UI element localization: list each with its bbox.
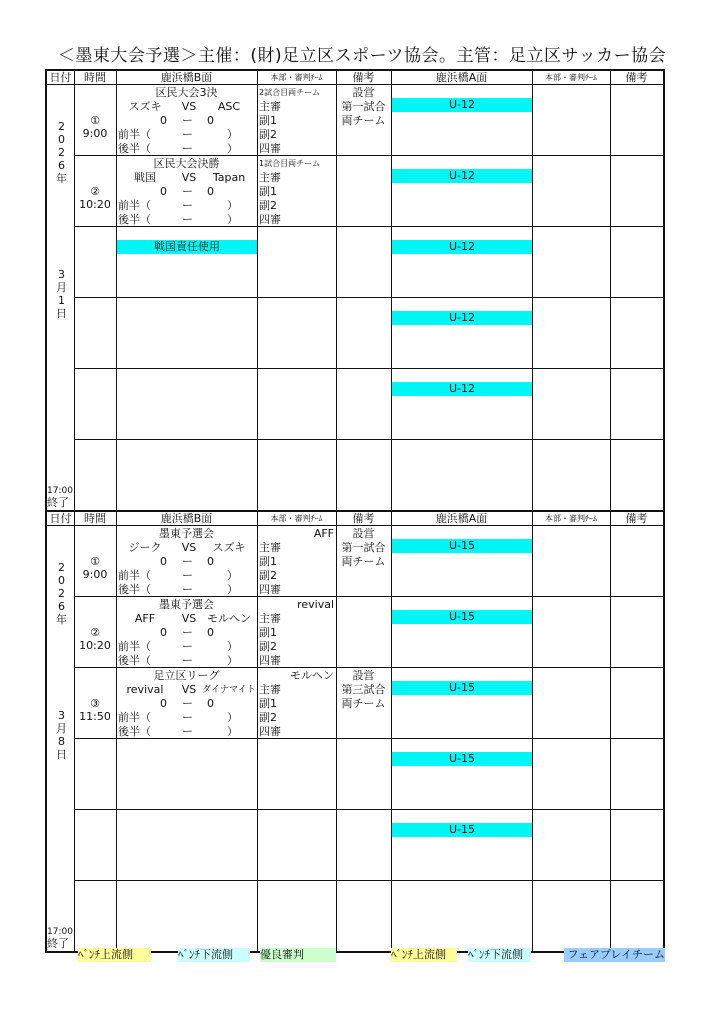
schedule-body xyxy=(47,85,663,510)
vs-label: VS xyxy=(181,683,197,696)
header-hq-referee-a: 本部・審判ﾁｰﾑ xyxy=(532,71,611,84)
vs-label: VS xyxy=(181,612,197,625)
match-number: ① xyxy=(90,555,100,568)
first-half-close: ） xyxy=(227,128,238,141)
field-a-category-bar: U-12 xyxy=(392,240,532,254)
home-team: ジーク xyxy=(128,541,162,554)
header-hq-referee-b: 本部・審判ﾁｰﾑ xyxy=(257,512,337,525)
note-text: 第一試合 xyxy=(341,100,386,113)
first-half-close: ） xyxy=(227,569,238,582)
assistant-referee-1-label: 副1 xyxy=(259,114,277,127)
legend-fair-play-team: フェアプレイチーム xyxy=(564,948,665,962)
score-away: 0 xyxy=(207,626,214,639)
column-header-row xyxy=(47,71,663,85)
referee-team: 1試合目両チーム xyxy=(259,159,321,168)
first-half-close: ） xyxy=(227,199,238,212)
header-time: 時間 xyxy=(74,71,117,84)
home-team: 戦国 xyxy=(134,171,156,184)
legend-bench-downstream-a: ﾍﾞﾝﾁ下流側 xyxy=(468,948,531,962)
date-md-char: 8 xyxy=(58,735,65,748)
first-half-dash: ー xyxy=(182,569,193,582)
date-md-char: 日 xyxy=(56,307,67,320)
header-hq-referee-b: 本部・審判ﾁｰﾑ xyxy=(257,71,337,84)
second-half-label: 後半（ xyxy=(118,213,151,226)
legend-bench-upstream-b: ﾍﾞﾝﾁ上流側 xyxy=(78,948,151,962)
header-notes-a: 備考 xyxy=(625,71,648,84)
field-a-category-bar: U-15 xyxy=(392,752,532,766)
fourth-official-label: 四審 xyxy=(259,213,281,226)
second-half-close: ） xyxy=(227,725,238,738)
second-half-close: ） xyxy=(227,142,238,155)
match-time: 11:50 xyxy=(79,710,111,723)
match-number: ③ xyxy=(90,697,100,710)
score-dash: ー xyxy=(182,697,193,710)
assistant-referee-2-label: 副2 xyxy=(259,711,277,724)
match-title: 墨東予選会 xyxy=(159,598,214,611)
vs-label: VS xyxy=(181,541,197,554)
page-title: ＜墨東大会予選＞主催：(財)足立区スポーツ協会。主管：足立区サッカー協会 xyxy=(57,46,667,66)
away-team: ASC xyxy=(217,100,241,113)
main-referee-label: 主審 xyxy=(259,171,281,184)
score-dash: ー xyxy=(182,185,193,198)
match-number: ② xyxy=(90,626,100,639)
header-date: 日付 xyxy=(47,512,75,525)
header-field-a: 鹿浜橋A面 xyxy=(391,71,533,84)
date-year-char: 0 xyxy=(58,133,65,146)
date-md-char: 月 xyxy=(56,722,67,735)
day-section xyxy=(45,69,665,512)
second-half-dash: ー xyxy=(182,213,193,226)
note-text: 設営 xyxy=(352,669,375,682)
end-time-value: 17:00 xyxy=(47,927,73,937)
date-year-char: 0 xyxy=(58,574,65,587)
header-hq-referee-a: 本部・審判ﾁｰﾑ xyxy=(532,512,611,525)
field-a-category-bar: U-12 xyxy=(392,169,532,183)
assistant-referee-1-label: 副1 xyxy=(259,626,277,639)
away-team: モルヘン xyxy=(207,612,251,625)
date-md-char: 月 xyxy=(56,281,67,294)
first-half-dash: ー xyxy=(182,711,193,724)
date-column xyxy=(47,85,76,510)
match-title: 足立区リーグ xyxy=(153,669,220,682)
vs-label: VS xyxy=(181,100,197,113)
time-slot-row xyxy=(74,440,663,511)
first-half-label: 前半（ xyxy=(118,128,151,141)
home-team: スズキ xyxy=(128,100,162,113)
date-year-char: 2 xyxy=(58,120,65,133)
first-half-dash: ー xyxy=(182,199,193,212)
second-half-dash: ー xyxy=(182,725,193,738)
date-month-day xyxy=(47,709,76,761)
second-half-dash: ー xyxy=(182,583,193,596)
header-field-b: 鹿浜橋B面 xyxy=(116,71,258,84)
note-text: 両チーム xyxy=(341,555,386,568)
header-time: 時間 xyxy=(74,512,117,525)
away-team: ダイナマイト xyxy=(202,685,256,695)
date-year-char: 年 xyxy=(56,172,67,185)
score-away: 0 xyxy=(207,555,214,568)
second-half-close: ） xyxy=(227,583,238,596)
header-notes-a: 備考 xyxy=(625,512,648,525)
time-slot-row xyxy=(74,739,663,810)
end-label: 終了 xyxy=(47,496,69,509)
header-field-a: 鹿浜橋A面 xyxy=(391,512,533,525)
time-slot-row xyxy=(74,369,663,440)
field-a-category-bar: U-15 xyxy=(392,610,532,624)
referee-team: 2試合目両チーム xyxy=(259,88,321,97)
note-text: 両チーム xyxy=(341,697,386,710)
score-home: 0 xyxy=(160,555,167,568)
date-year xyxy=(47,561,76,626)
second-half-dash: ー xyxy=(182,654,193,667)
field-a-category-bar: U-15 xyxy=(392,823,532,837)
date-year-char: 6 xyxy=(58,159,65,172)
vs-label: VS xyxy=(181,171,197,184)
away-team: Tapan xyxy=(212,171,246,184)
home-team: AFF xyxy=(134,612,156,625)
date-year xyxy=(47,120,76,185)
header-notes-b: 備考 xyxy=(336,71,392,84)
note-text: 設営 xyxy=(352,527,375,540)
time-slot-row xyxy=(74,227,663,298)
home-team: revival xyxy=(126,683,164,696)
score-home: 0 xyxy=(160,697,167,710)
note-text: 設営 xyxy=(352,86,375,99)
first-half-close: ） xyxy=(227,711,238,724)
assistant-referee-2-label: 副2 xyxy=(259,128,277,141)
second-half-close: ） xyxy=(227,654,238,667)
main-referee-label: 主審 xyxy=(259,683,281,696)
field-a-category-bar: U-15 xyxy=(392,681,532,695)
time-slot-row xyxy=(74,810,663,881)
first-half-label: 前半（ xyxy=(118,199,151,212)
first-half-label: 前半（ xyxy=(118,711,151,724)
legend-bench-upstream-a: ﾍﾞﾝﾁ上流側 xyxy=(391,948,457,962)
field-a-category-bar: U-12 xyxy=(392,98,532,112)
score-home: 0 xyxy=(160,626,167,639)
score-away: 0 xyxy=(207,185,214,198)
fourth-official-label: 四審 xyxy=(259,583,281,596)
assistant-referee-1-label: 副1 xyxy=(259,697,277,710)
first-half-dash: ー xyxy=(182,640,193,653)
fourth-official-label: 四審 xyxy=(259,654,281,667)
score-away: 0 xyxy=(207,114,214,127)
note-text: 両チーム xyxy=(341,114,386,127)
fourth-official-label: 四審 xyxy=(259,725,281,738)
column-header-row xyxy=(47,512,663,526)
time-slot-row xyxy=(74,298,663,369)
note-text: 第一試合 xyxy=(341,541,386,554)
second-half-label: 後半（ xyxy=(118,142,151,155)
date-year-char: 2 xyxy=(58,587,65,600)
score-dash: ー xyxy=(182,114,193,127)
date-md-char: 1 xyxy=(58,294,65,307)
first-half-close: ） xyxy=(227,640,238,653)
header-field-b: 鹿浜橋B面 xyxy=(116,512,258,525)
end-time xyxy=(47,485,76,509)
referee-team: AFF xyxy=(313,527,334,540)
date-year-char: 2 xyxy=(58,146,65,159)
assistant-referee-2-label: 副2 xyxy=(259,199,277,212)
away-team: スズキ xyxy=(212,541,246,554)
second-half-label: 後半（ xyxy=(118,654,151,667)
match-time: 9:00 xyxy=(82,127,108,140)
match-number: ① xyxy=(90,114,100,127)
second-half-label: 後半（ xyxy=(118,725,151,738)
first-half-dash: ー xyxy=(182,128,193,141)
field-a-category-bar: U-12 xyxy=(392,382,532,396)
score-dash: ー xyxy=(182,626,193,639)
score-away: 0 xyxy=(207,697,214,710)
date-month-day xyxy=(47,268,76,320)
date-year-char: 2 xyxy=(58,561,65,574)
match-title: 区民大会決勝 xyxy=(153,157,220,170)
score-home: 0 xyxy=(160,114,167,127)
date-year-char: 年 xyxy=(56,613,67,626)
end-time-value: 17:00 xyxy=(47,486,73,496)
match-title: 区民大会3決 xyxy=(155,86,218,99)
score-home: 0 xyxy=(160,185,167,198)
end-time xyxy=(47,926,76,950)
second-half-dash: ー xyxy=(182,142,193,155)
schedule-sheet xyxy=(45,69,665,953)
main-referee-label: 主審 xyxy=(259,612,281,625)
day-section xyxy=(45,512,665,953)
second-half-label: 後半（ xyxy=(118,583,151,596)
field-b-reservation-bar: 戦国責任使用 xyxy=(117,240,257,254)
first-half-label: 前半（ xyxy=(118,569,151,582)
match-time: 10:20 xyxy=(79,198,111,211)
legend-bench-downstream-b: ﾍﾞﾝﾁ下流側 xyxy=(178,948,250,962)
time-slot-row xyxy=(74,881,663,952)
first-half-label: 前半（ xyxy=(118,640,151,653)
assistant-referee-2-label: 副2 xyxy=(259,569,277,582)
schedule-body xyxy=(47,526,663,951)
date-md-char: 3 xyxy=(58,709,65,722)
second-half-close: ） xyxy=(227,213,238,226)
field-a-category-bar: U-12 xyxy=(392,311,532,325)
legend-good-referee: 優良審判 xyxy=(260,948,336,962)
main-referee-label: 主審 xyxy=(259,100,281,113)
date-md-char: 日 xyxy=(56,748,67,761)
header-notes-b: 備考 xyxy=(336,512,392,525)
header-date: 日付 xyxy=(47,71,75,84)
main-referee-label: 主審 xyxy=(259,541,281,554)
field-a-category-bar: U-15 xyxy=(392,539,532,553)
match-time: 9:00 xyxy=(82,568,108,581)
assistant-referee-2-label: 副2 xyxy=(259,640,277,653)
assistant-referee-1-label: 副1 xyxy=(259,185,277,198)
date-column xyxy=(47,526,76,951)
referee-team: モルヘン xyxy=(290,669,334,682)
score-dash: ー xyxy=(182,555,193,568)
referee-team: revival xyxy=(297,598,334,611)
end-label: 終了 xyxy=(47,937,69,950)
match-title: 墨東予選会 xyxy=(159,527,214,540)
match-number: ② xyxy=(90,185,100,198)
note-text: 第三試合 xyxy=(341,683,386,696)
date-year-char: 6 xyxy=(58,600,65,613)
assistant-referee-1-label: 副1 xyxy=(259,555,277,568)
date-md-char: 3 xyxy=(58,268,65,281)
fourth-official-label: 四審 xyxy=(259,142,281,155)
match-time: 10:20 xyxy=(79,639,111,652)
